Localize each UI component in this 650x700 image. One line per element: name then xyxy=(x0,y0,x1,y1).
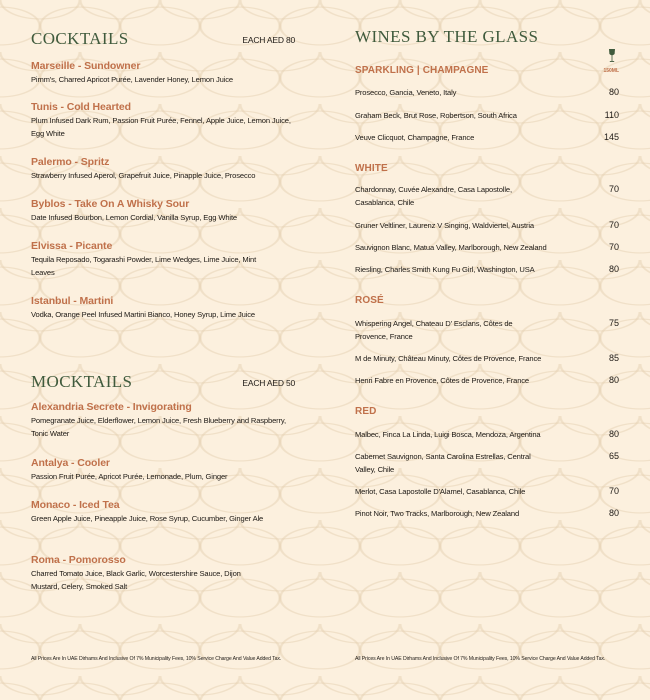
wine-price: 110 xyxy=(604,110,619,120)
mocktails-price: EACH AED 50 xyxy=(242,378,295,388)
wine-glass-icon xyxy=(607,48,617,64)
wine-price: 80 xyxy=(608,508,619,518)
cocktail-name: Palermo - Spritz xyxy=(31,156,110,168)
wine-price: 70 xyxy=(608,242,619,252)
mocktail-desc: Green Apple Juice, Pineapple Juice, Rose Syrup, Cucumber, Ginger Ale xyxy=(31,514,264,523)
wine-item xyxy=(355,131,619,144)
wine-item xyxy=(355,183,619,209)
wine-price: 145 xyxy=(603,132,619,142)
wine-item xyxy=(355,374,619,387)
cocktail-name: Istanbul - Martini xyxy=(31,295,114,307)
wine-item xyxy=(355,507,619,520)
wine-item xyxy=(355,263,619,276)
cocktail-item xyxy=(31,60,301,86)
cocktail-name: Byblos - Take On A Whisky Sour xyxy=(31,198,190,210)
wine-category-white: WHITE xyxy=(355,163,388,174)
cocktail-name: Elvissa - Picante xyxy=(31,240,113,252)
wine-item xyxy=(355,219,619,232)
mocktail-item xyxy=(31,457,301,483)
wine-name: Veuve Clicquot, Champagne, France xyxy=(355,133,475,142)
wine-name: Henri Fabre en Provence, Côtes de Provence, France xyxy=(355,376,529,385)
cocktail-desc: Plum Infused Dark Rum, Passion Fruit Purée, Fennel, Apple Juice, Lemon Juice, Egg White xyxy=(31,116,291,138)
wine-name: M de Minuty, Château Minuty, Côtes de Provence, France xyxy=(355,354,542,363)
mocktail-desc: Pomegranate Juice, Elderflower, Lemon Juice, Fresh Blueberry and Raspberry, Tonic Water xyxy=(31,416,286,438)
cocktail-item xyxy=(31,295,301,321)
wine-price: 65 xyxy=(608,451,619,461)
mocktail-name: Antalya - Cooler xyxy=(31,457,110,469)
price-footnote: All Prices Are In UAE Dirhams And Inclusive Of 7% Municipality Fees, 10% Service Charge And Value Added Tax. xyxy=(31,656,282,662)
wine-price: 80 xyxy=(608,429,619,439)
wine-category-sparkling: SPARKLING | CHAMPAGNE xyxy=(355,65,489,76)
wine-item xyxy=(355,109,619,122)
wine-price: 70 xyxy=(608,486,619,496)
cocktail-item xyxy=(31,156,301,182)
wine-price: 80 xyxy=(608,87,619,97)
mocktail-item xyxy=(31,499,301,525)
cocktails-price: EACH AED 80 xyxy=(242,35,295,45)
mocktails-title: MOCKTAILS xyxy=(31,372,133,391)
wine-price: 70 xyxy=(608,220,619,230)
cocktail-desc: Strawberry Infused Aperol, Grapefruit Juice, Pinapple Juice, Prosecco xyxy=(31,171,256,180)
cocktail-item xyxy=(31,101,301,140)
mocktail-desc: Passion Fruit Purée, Apricot Purée, Lemonade, Plum, Ginger xyxy=(31,472,228,481)
wine-item xyxy=(355,317,619,343)
cocktail-desc: Date Infused Bourbon, Lemon Cordial, Vanilla Syrup, Egg White xyxy=(31,213,237,222)
wine-name: Chardonnay, Cuvée Alexandre, Casa Lapostolle, Casablanca, Chile xyxy=(355,185,512,207)
wine-name: Prosecco, Gancia, Veneto, Italy xyxy=(355,88,457,97)
wine-price: 70 xyxy=(608,184,619,194)
wine-price: 85 xyxy=(608,353,619,363)
cocktails-title: COCKTAILS xyxy=(31,29,129,48)
cocktail-item xyxy=(31,240,301,279)
cocktail-desc: Tequila Reposado, Togarashi Powder, Lime Wedges, Lime Juice, Mint Leaves xyxy=(31,255,257,277)
wine-category-red: RED xyxy=(355,406,377,417)
cocktail-desc: Pimm's, Charred Apricot Purée, Lavender Honey, Lemon Juice xyxy=(31,75,233,84)
wine-name: Merlot, Casa Lapostolle D'Alamel, Casablanca, Chile xyxy=(355,487,526,496)
wine-item xyxy=(355,352,619,365)
wine-item xyxy=(355,450,619,476)
mocktail-item xyxy=(31,401,301,440)
cocktail-desc: Vodka, Orange Peel Infused Martini Bianco, Honey Syrup, Lime Juice xyxy=(31,310,255,319)
mocktail-item xyxy=(31,554,301,593)
cocktail-name: Marseille - Sundowner xyxy=(31,60,141,72)
wine-price: 80 xyxy=(608,375,619,385)
mocktail-name: Roma - Pomorosso xyxy=(31,554,126,566)
price-footnote: All Prices Are In UAE Dirhams And Inclusive Of 7% Municipality Fees, 10% Service Charge And Value Added Tax. xyxy=(355,656,606,662)
cocktail-name: Tunis - Cold Hearted xyxy=(31,101,131,113)
wine-name: Sauvignon Blanc, Matua Valley, Marlborough, New Zealand xyxy=(355,243,547,252)
wine-category-rose: ROSÉ xyxy=(355,295,384,306)
wine-name: Graham Beck, Brut Rose, Robertson, South Africa xyxy=(355,111,517,120)
wine-item xyxy=(355,485,619,498)
wines-title: WINES BY THE GLASS xyxy=(355,27,539,46)
wine-item xyxy=(355,241,619,254)
wine-price: 80 xyxy=(608,264,619,274)
wine-name: Cabernet Sauvignon, Santa Carolina Estrellas, Central Valley, Chile xyxy=(355,452,531,474)
wine-name: Malbec, Finca La Linda, Luigi Bosca, Mendoza, Argentina xyxy=(355,430,541,439)
wine-item xyxy=(355,428,619,441)
wine-name: Whispering Angel, Chateau D' Esclans, Côtes de Provence, France xyxy=(355,319,513,341)
mocktail-name: Monaco - Iced Tea xyxy=(31,499,120,511)
wine-name: Gruner Veltliner, Laurenz V Singing, Waldviertel, Austria xyxy=(355,221,534,230)
wine-name: Riesling, Charles Smith Kung Fu Girl, Washington, USA xyxy=(355,265,535,274)
wine-name: Pinot Noir, Two Tracks, Marlborough, New Zealand xyxy=(355,509,520,518)
cocktail-item xyxy=(31,198,301,224)
mocktail-name: Alexandria Secrete - Invigorating xyxy=(31,401,192,413)
wine-price: 75 xyxy=(608,318,619,328)
mocktail-desc: Charred Tomato Juice, Black Garlic, Worcestershire Sauce, Dijon Mustard, Celery, Smoked Salt xyxy=(31,569,241,591)
glass-size-label: 150ML xyxy=(603,68,619,74)
wine-item xyxy=(355,86,619,99)
